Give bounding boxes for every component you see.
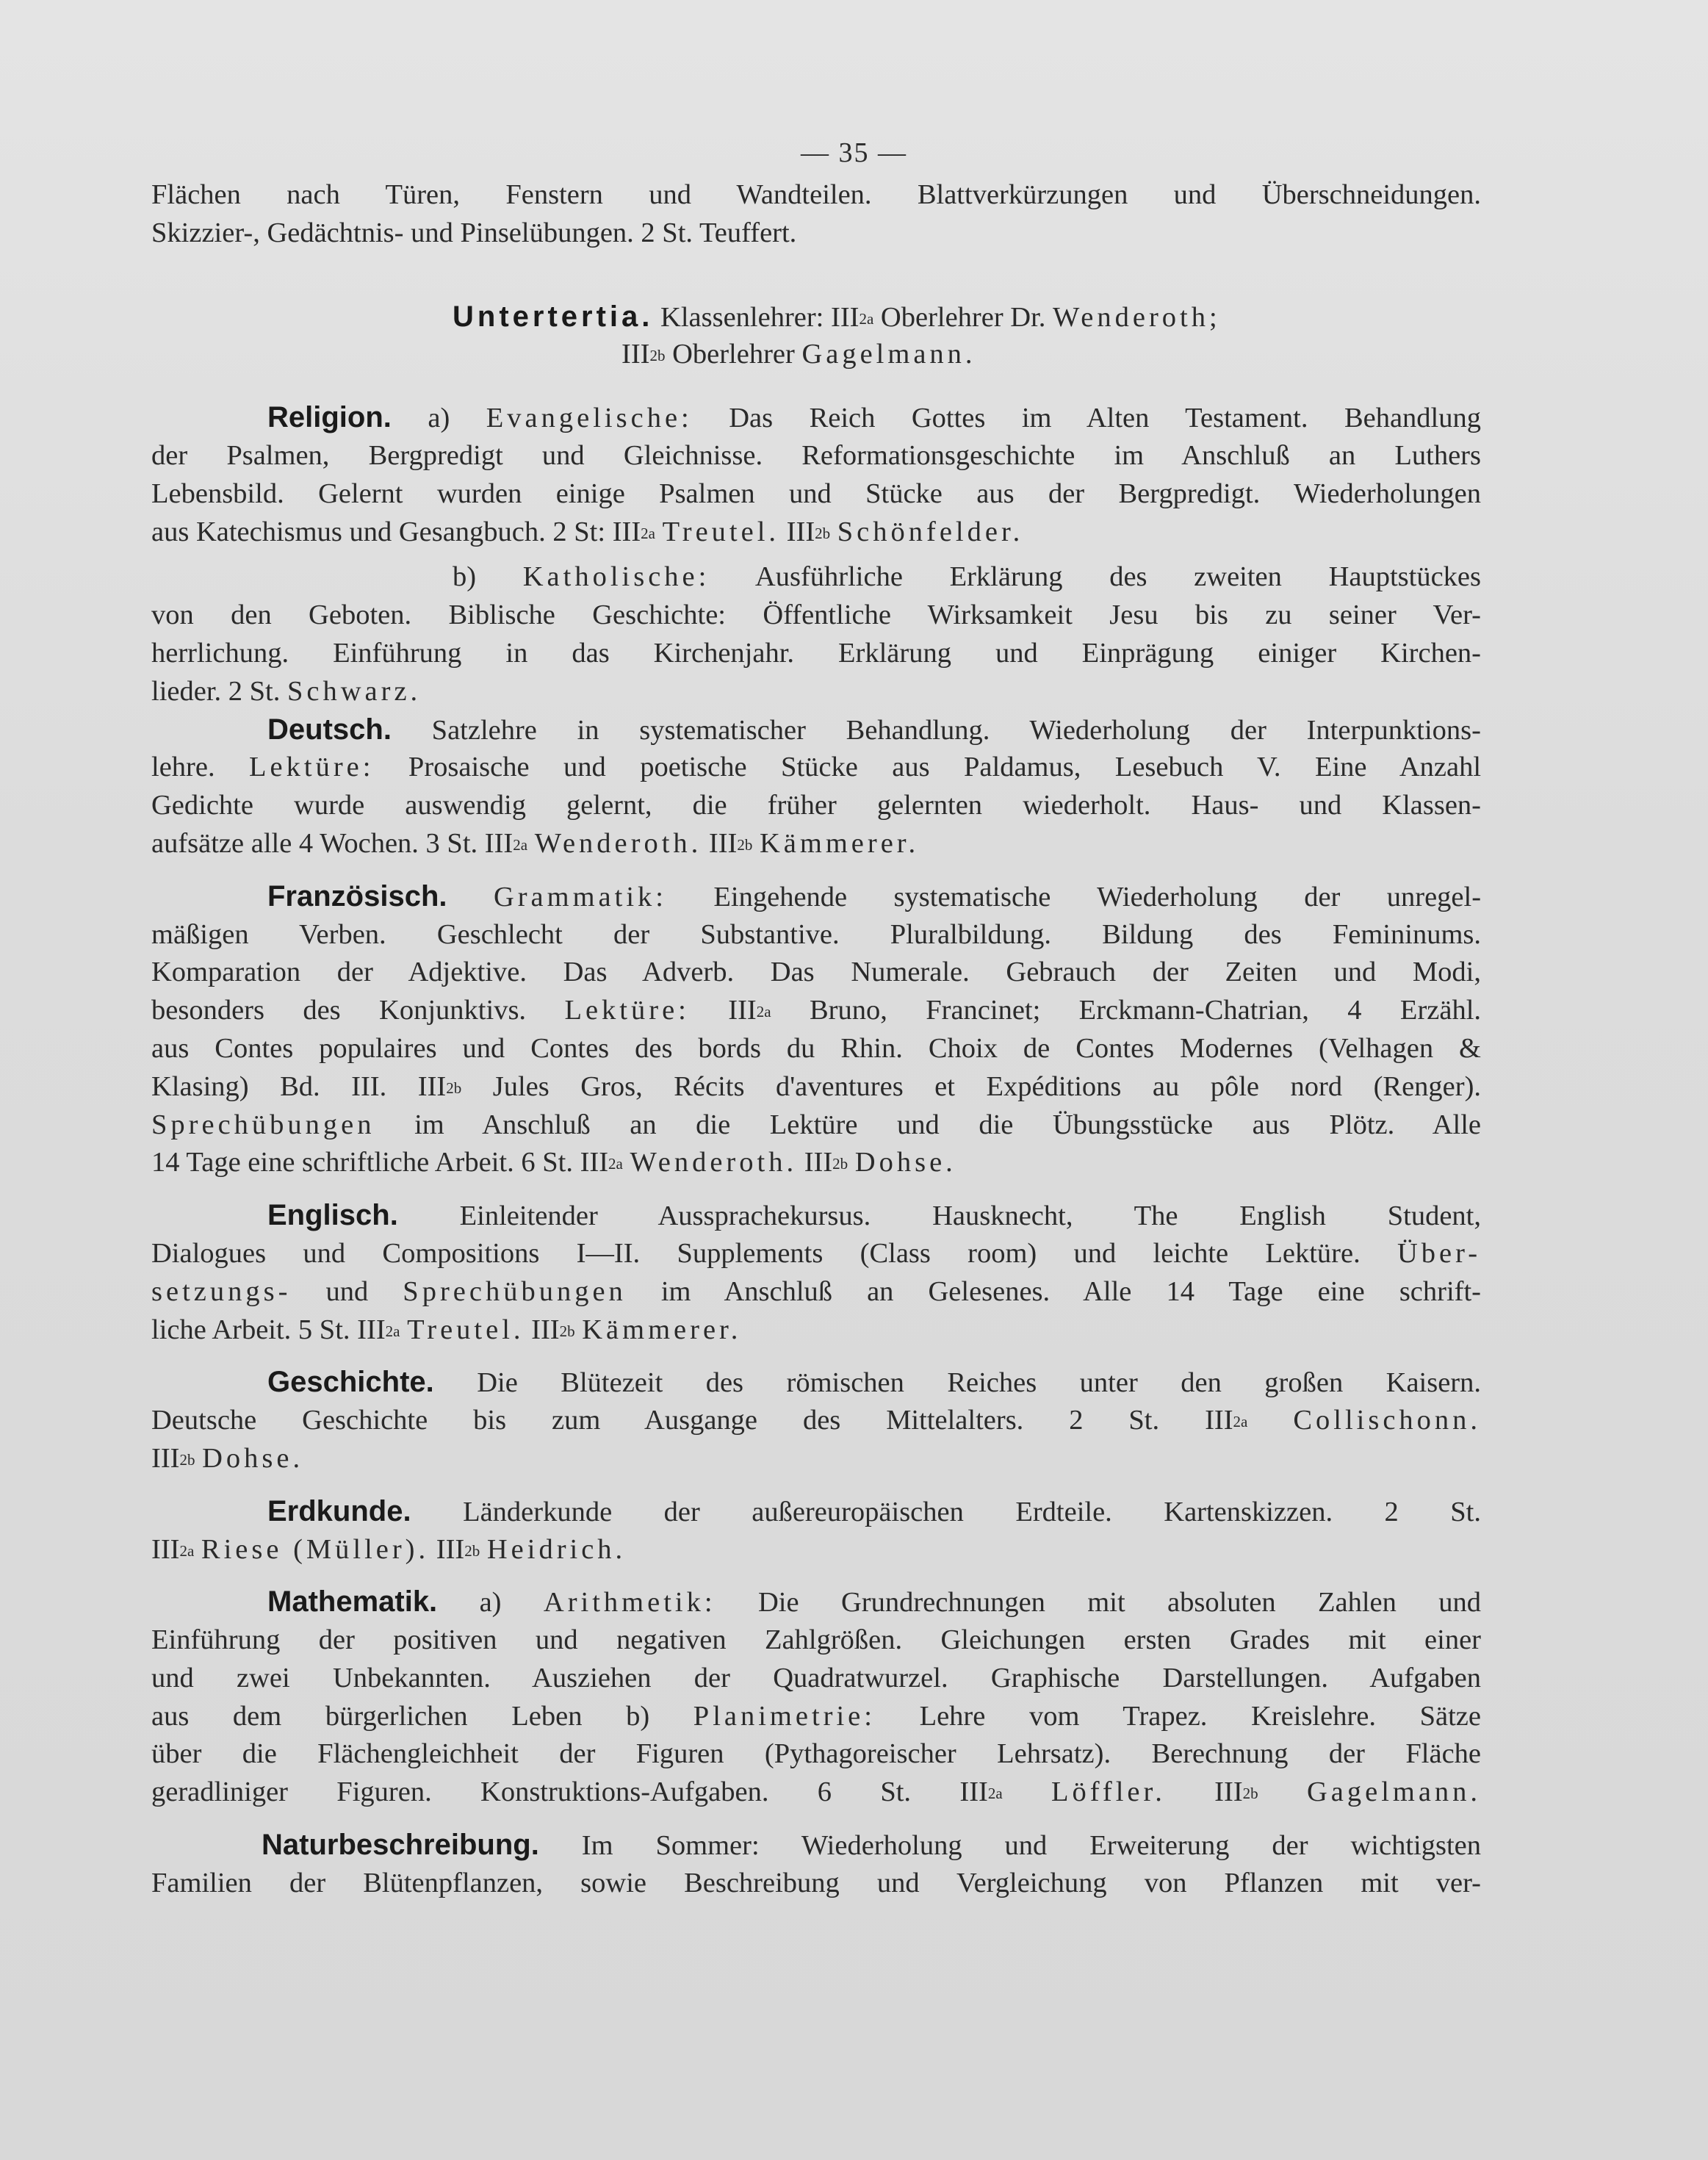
text-line: und zwei Unbekannten. Ausziehen der Quadratwurzel. Graphische Darstellungen. Aufgaben xyxy=(151,1662,1481,1693)
text-line: setzungs- und Sprechübungen im Anschluß an Gelesenes. Alle 14 Tage eine schrift- xyxy=(151,1275,1481,1307)
text-line: Deutsche Geschichte bis zum Ausgange des Mittelalters. 2 St. III2a Collischonn. xyxy=(151,1405,1481,1436)
text-line: lieder. 2 St. Schwarz. xyxy=(151,675,422,707)
text-line: von den Geboten. Biblische Geschichte: Öffentliche Wirksamkeit Jesu bis zu seiner Ver- xyxy=(151,600,1481,631)
text-line: Deutsch. Satzlehre in systematischer Behandlung. Wiederholung der Interpunktions- xyxy=(267,713,1481,746)
text-line: Geschichte. Die Blütezeit des römischen Reiches unter den großen Kaisern. xyxy=(267,1366,1481,1399)
text-line: Lebensbild. Gelernt wurden einige Psalmen und Stücke aus der Bergpredigt. Wiederholungen xyxy=(151,478,1481,509)
text-line: Klasing) Bd. III. III2b Jules Gros, Récits d'aventures et Expéditions au pôle nord (Renger). xyxy=(151,1070,1481,1102)
text-line: III2b Dohse. xyxy=(151,1442,304,1474)
section-heading-mathematik: Mathematik. xyxy=(267,1585,438,1619)
text-line: Sprechübungen im Anschluß an die Lektüre und die Übungsstücke aus Plötz. Alle xyxy=(151,1109,1481,1140)
text-line: besonders des Konjunktivs. Lektüre: III2a Bruno, Francinet; Erckmann-Chatrian, 4 Erzähl. xyxy=(151,995,1481,1026)
text-line: Familien der Blütenpflanzen, sowie Beschreibung und Vergleichung von Pflanzen mit ver- xyxy=(151,1867,1481,1898)
text-line: Religion. a) Evangelische: Das Reich Gottes im Alten Testament. Behandlung xyxy=(267,401,1481,434)
text-line: aufsätze alle 4 Wochen. 3 St. III2a Wenderoth. III2b Kämmerer. xyxy=(151,827,920,859)
text-line: b) Katholische: Ausführliche Erklärung des zweiten Hauptstückes xyxy=(453,561,1481,593)
text-line: Skizzier-, Gedächtnis- und Pinselübungen. 2 St. Teuffert. xyxy=(151,217,797,248)
text-line: geradliniger Figuren. Konstruktions-Aufgaben. 6 St. III2a Löffler. III2b Gagelmann. xyxy=(151,1776,1481,1808)
text-line: III2b Oberlehrer Gagelmann. xyxy=(621,339,976,370)
section-heading-deutsch: Deutsch. xyxy=(267,713,392,746)
text-line: der Psalmen, Bergpredigt und Gleichnisse. Reformationsgeschichte im Anschluß an Luthers xyxy=(151,439,1481,471)
text-line: aus Katechismus und Gesangbuch. 2 St: III2a Treutel. III2b Schönfelder. xyxy=(151,516,1024,547)
section-heading-untertertia: Untertertia. xyxy=(453,300,654,333)
text-line: Mathematik. a) Arithmetik: Die Grundrechnungen mit absoluten Zahlen und xyxy=(267,1585,1481,1619)
text-line: Komparation der Adjektive. Das Adverb. Das Numerale. Gebrauch der Zeiten und Modi, xyxy=(151,957,1481,988)
section-heading-geschichte: Geschichte. xyxy=(267,1366,434,1399)
page-number: — 35 — xyxy=(801,137,907,168)
text-line: Untertertia. Klassenlehrer: III2a Oberlehrer Dr. Wenderoth; xyxy=(453,300,1221,333)
section-heading-erdkunde: Erdkunde. xyxy=(267,1494,411,1527)
section-heading-naturbeschreibung: Naturbeschreibung. xyxy=(262,1829,539,1862)
section-heading-religion: Religion. xyxy=(267,401,392,434)
text-line: Gedichte wurde auswendig gelernt, die früher gelernten wiederholt. Haus- und Klassen- xyxy=(151,790,1481,821)
text-line: III2a Riese (Müller). III2b Heidrich. xyxy=(151,1533,627,1565)
text-line: Flächen nach Türen, Fenstern und Wandteilen. Blattverkürzungen und Überschneidungen. xyxy=(151,179,1481,210)
text-line: Dialogues und Compositions I—II. Supplements (Class room) und leichte Lektüre. Über- xyxy=(151,1237,1481,1269)
text-line: Naturbeschreibung. Im Sommer: Wiederholung und Erweiterung der wichtigsten xyxy=(262,1829,1481,1862)
text-line: Erdkunde. Länderkunde der außereuropäischen Erdteile. Kartenskizzen. 2 St. xyxy=(267,1494,1481,1527)
text-line: Französisch. Grammatik: Eingehende systematische Wiederholung der unregel- xyxy=(267,879,1481,912)
text-line: über die Flächengleichheit der Figuren (Pythagoreischer Lehrsatz). Berechnung der Fläche xyxy=(151,1738,1481,1770)
text-line: aus Contes populaires und Contes des bords du Rhin. Choix de Contes Modernes (Velhagen & xyxy=(151,1032,1481,1064)
text-line: liche Arbeit. 5 St. III2a Treutel. III2b Kämmerer. xyxy=(151,1314,742,1345)
page-text xyxy=(151,176,1481,1903)
text-line: herrlichung. Einführung in das Kirchenjahr. Erklärung und Einprägung einiger Kirchen- xyxy=(151,637,1481,669)
section-heading-englisch: Englisch. xyxy=(267,1199,398,1232)
text-line: Englisch. Einleitender Aussprachekursus. Hausknecht, The English Student, xyxy=(267,1199,1481,1232)
text-line: aus dem bürgerlichen Leben b) Planimetrie: Lehre vom Trapez. Kreislehre. Sätze xyxy=(151,1700,1481,1732)
text-line: lehre. Lektüre: Prosaische und poetische Stücke aus Paldamus, Lesebuch V. Eine Anzahl xyxy=(151,752,1481,783)
section-heading-franzoesisch: Französisch. xyxy=(267,879,447,912)
text-line: Einführung der positiven und negativen Zahlgrößen. Gleichungen ersten Grades mit einer xyxy=(151,1624,1481,1656)
text-line: mäßigen Verben. Geschlecht der Substantive. Pluralbildung. Bildung des Femininums. xyxy=(151,918,1481,950)
text-line: 14 Tage eine schriftliche Arbeit. 6 St. III2a Wenderoth. III2b Dohse. xyxy=(151,1147,956,1178)
